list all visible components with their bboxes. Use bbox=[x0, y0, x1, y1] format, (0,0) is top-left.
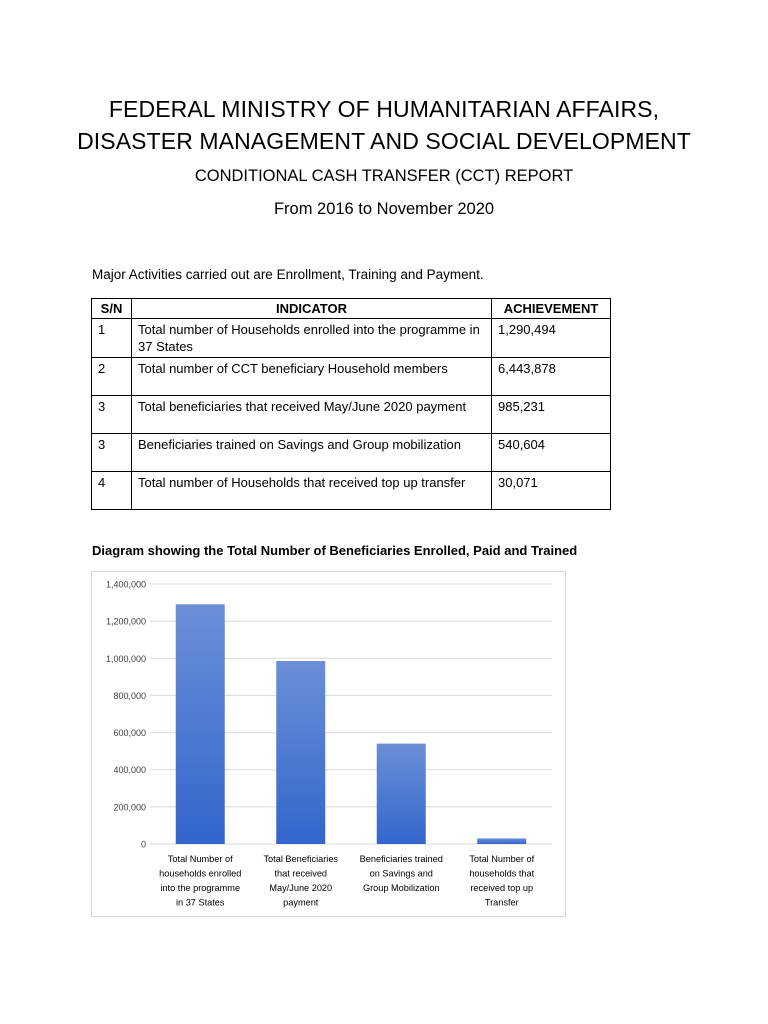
table-row bbox=[92, 319, 611, 358]
row-sn: 1 bbox=[92, 319, 132, 358]
bar bbox=[276, 661, 325, 844]
table-row bbox=[92, 396, 611, 434]
report-period: From 2016 to November 2020 bbox=[273, 200, 495, 218]
row-indicator: Total beneficiaries that received May/June 2020 payment bbox=[132, 396, 492, 434]
chart-container bbox=[91, 571, 566, 917]
row-achievement: 540,604 bbox=[492, 434, 611, 472]
bar bbox=[377, 744, 426, 844]
x-tick-label: in 37 States bbox=[175, 897, 225, 908]
x-tick-label: households enrolled bbox=[159, 868, 242, 879]
row-achievement: 6,443,878 bbox=[492, 358, 611, 396]
x-tick-label: Transfer bbox=[484, 897, 519, 908]
x-tick-label: Beneficiaries trained bbox=[359, 854, 443, 864]
y-tick-label: 400,000 bbox=[113, 765, 146, 776]
table-row bbox=[92, 434, 611, 472]
document-title bbox=[0, 93, 768, 157]
row-achievement: 985,231 bbox=[492, 396, 611, 434]
x-tick-label: received top up bbox=[470, 883, 534, 893]
x-tick-label: payment bbox=[283, 897, 319, 908]
achievement-table bbox=[91, 298, 611, 510]
x-tick-label: Total Number of bbox=[469, 854, 535, 864]
y-tick-label: 600,000 bbox=[113, 728, 146, 739]
table-row bbox=[92, 472, 611, 510]
row-sn: 3 bbox=[92, 434, 132, 472]
x-tick-label: Total Number of bbox=[167, 854, 233, 864]
x-tick-label: households that bbox=[469, 868, 535, 879]
x-tick-label: Total Beneficiaries bbox=[263, 854, 339, 864]
report-subtitle: CONDITIONAL CASH TRANSFER (CCT) REPORT bbox=[194, 167, 574, 185]
row-indicator: Total number of CCT beneficiary Household members bbox=[132, 358, 492, 396]
table-header-row bbox=[92, 299, 611, 319]
y-tick-label: 1,000,000 bbox=[105, 653, 146, 664]
x-tick-label: on Savings and bbox=[369, 868, 433, 879]
row-indicator: Total number of Households enrolled into the programme in 37 States bbox=[132, 319, 492, 358]
diagram-title: Diagram showing the Total Number of Beneficiaries Enrolled, Paid and Trained bbox=[92, 543, 578, 558]
row-achievement: 1,290,494 bbox=[492, 319, 611, 358]
bar-chart bbox=[92, 572, 565, 916]
title-line-2: DISASTER MANAGEMENT AND SOCIAL DEVELOPMENT bbox=[77, 128, 691, 154]
x-tick-label: into the programme bbox=[160, 883, 241, 893]
y-tick-label: 800,000 bbox=[113, 690, 146, 701]
header-achievement: ACHIEVEMENT bbox=[492, 299, 611, 319]
row-sn: 2 bbox=[92, 358, 132, 396]
bar bbox=[176, 604, 225, 844]
y-tick-label: 200,000 bbox=[113, 802, 146, 813]
row-sn: 4 bbox=[92, 472, 132, 510]
intro-text: Major Activities carried out are Enrollment, Training and Payment. bbox=[92, 267, 484, 282]
title-line-1: FEDERAL MINISTRY OF HUMANITARIAN AFFAIRS, bbox=[108, 96, 660, 122]
row-achievement: 30,071 bbox=[492, 472, 611, 510]
y-tick-label: 1,200,000 bbox=[105, 616, 146, 627]
row-sn: 3 bbox=[92, 396, 132, 434]
x-tick-label: Group Mobilization bbox=[362, 883, 440, 893]
x-tick-label: that received bbox=[274, 868, 328, 879]
header-indicator: INDICATOR bbox=[132, 299, 492, 319]
bar bbox=[477, 838, 526, 844]
y-tick-label: 0 bbox=[140, 839, 146, 850]
x-tick-label: May/June 2020 bbox=[269, 883, 333, 893]
row-indicator: Beneficiaries trained on Savings and Group mobilization bbox=[132, 434, 492, 472]
y-tick-label: 1,400,000 bbox=[105, 579, 146, 590]
row-indicator: Total number of Households that received top up transfer bbox=[132, 472, 492, 510]
table-row bbox=[92, 358, 611, 396]
header-sn: S/N bbox=[92, 299, 132, 319]
